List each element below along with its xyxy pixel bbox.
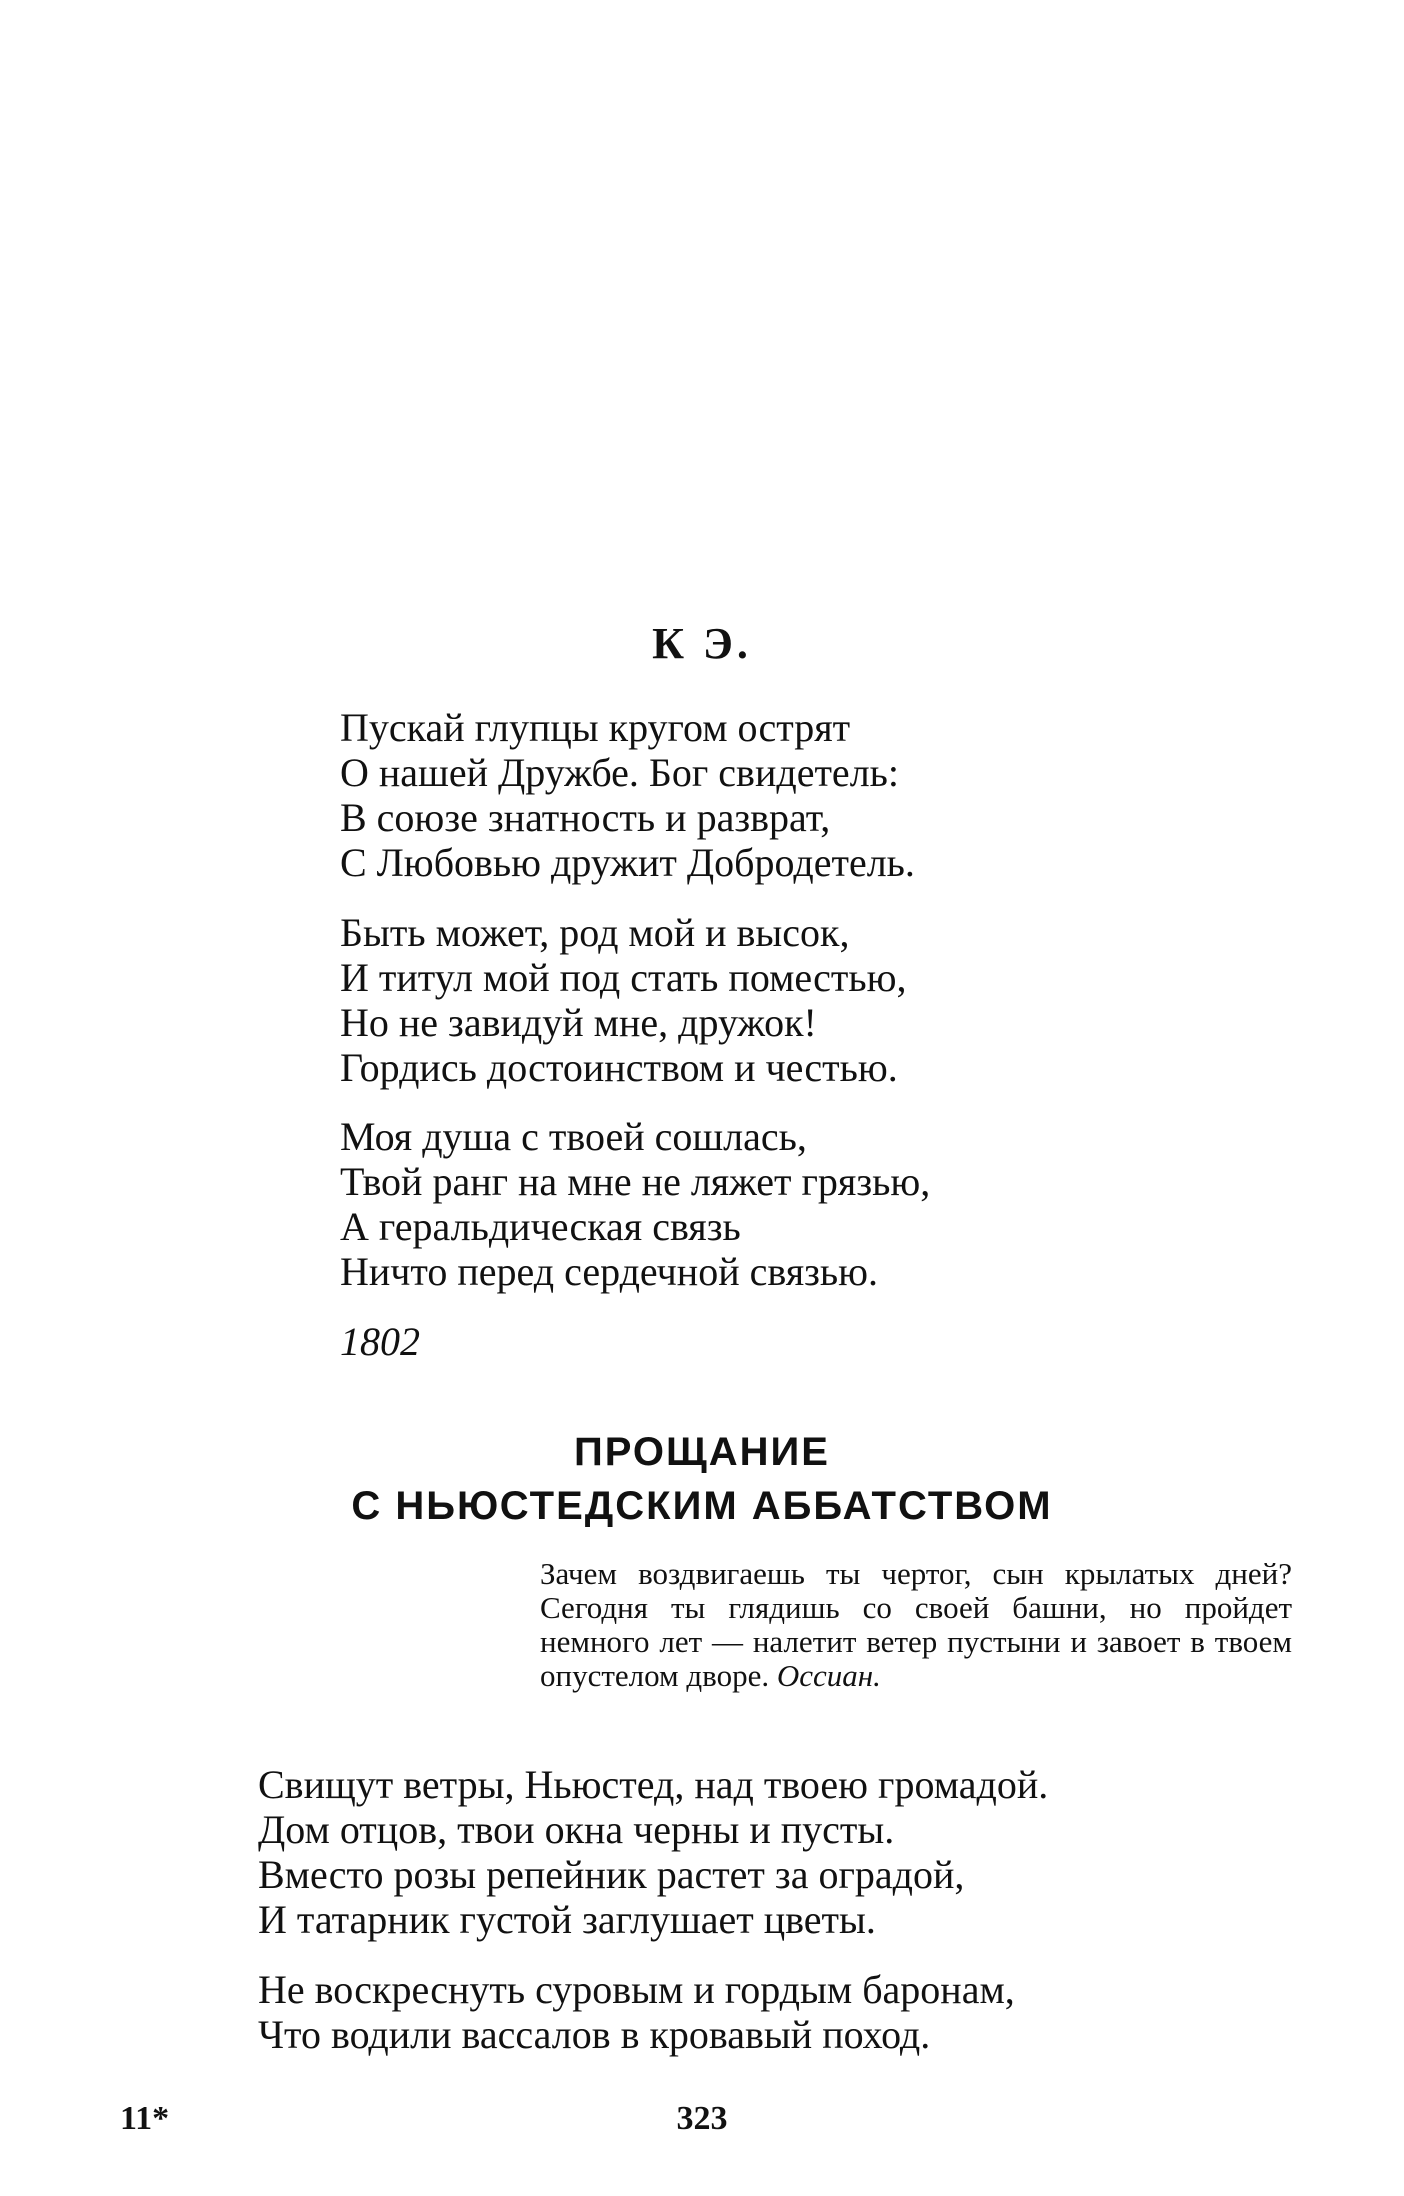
poem-line: Дом отцов, твои окна черны и пусты. [258,1807,895,1852]
poem-line: Твой ранг на мне не ляжет грязью, [340,1159,931,1204]
poem-line: А геральдическая связь [340,1204,741,1249]
epigraph [540,1557,1292,1693]
poem-line: Что водили вассалов в кровавый поход. [258,2012,931,2057]
poem-line: В союзе знатность и разврат, [340,795,831,840]
poem-line: О нашей Дружбе. Бог свидетель: [340,750,900,795]
poem-stanza [340,1114,930,1294]
poem-line: И титул мой под стать поместью, [340,955,907,1000]
poem-title-line: ПРОЩАНИЕ [574,1430,830,1474]
poem-title-line: С НЬЮСТЕДСКИМ АББАТСТВОМ [351,1484,1053,1528]
poem-stanza [258,1967,1015,2057]
poem-line: Не воскреснуть суровым и гордым баронам, [258,1967,1015,2012]
poem-line: Свищут ветры, Ньюстед, над твоею громадой. [258,1762,1049,1807]
poem-title: К Э. [652,619,752,668]
poem-year: 1802 [340,1319,420,1364]
poem-line: Моя душа с твоей сошлась, [340,1114,807,1159]
poem-title [0,1425,1404,1533]
printer-signature: 11* [120,2100,170,2137]
epigraph-text: Зачем воздвигаешь ты чертог, сын крылатых дней? Сегодня ты глядишь со своей башни, но пройдет немного лет — налетит ветер пустыни и завоет в твоем опустелом дворе. [540,1556,1292,1693]
poem-line: Быть может, род мой и высок, [340,910,850,955]
poem-line: И татарник густой заглушает цветы. [258,1897,876,1942]
poem-stanza [340,705,915,885]
poem-line: Ничто перед сердечной связью. [340,1249,879,1294]
poem-line: Вместо розы репейник растет за оградой, [258,1852,965,1897]
poem-line: Гордись достоинством и честью. [340,1045,898,1090]
poem-line: Но не завидуй мне, дружок! [340,1000,817,1045]
poem-line: С Любовью дружит Добродетель. [340,840,915,885]
poem-stanza [340,910,906,1090]
poem-stanza [258,1762,1048,1942]
page-number: 323 [676,2100,728,2137]
poem-line: Пускай глупцы кругом острят [340,705,851,750]
epigraph-author: Оссиан. [776,1658,881,1693]
